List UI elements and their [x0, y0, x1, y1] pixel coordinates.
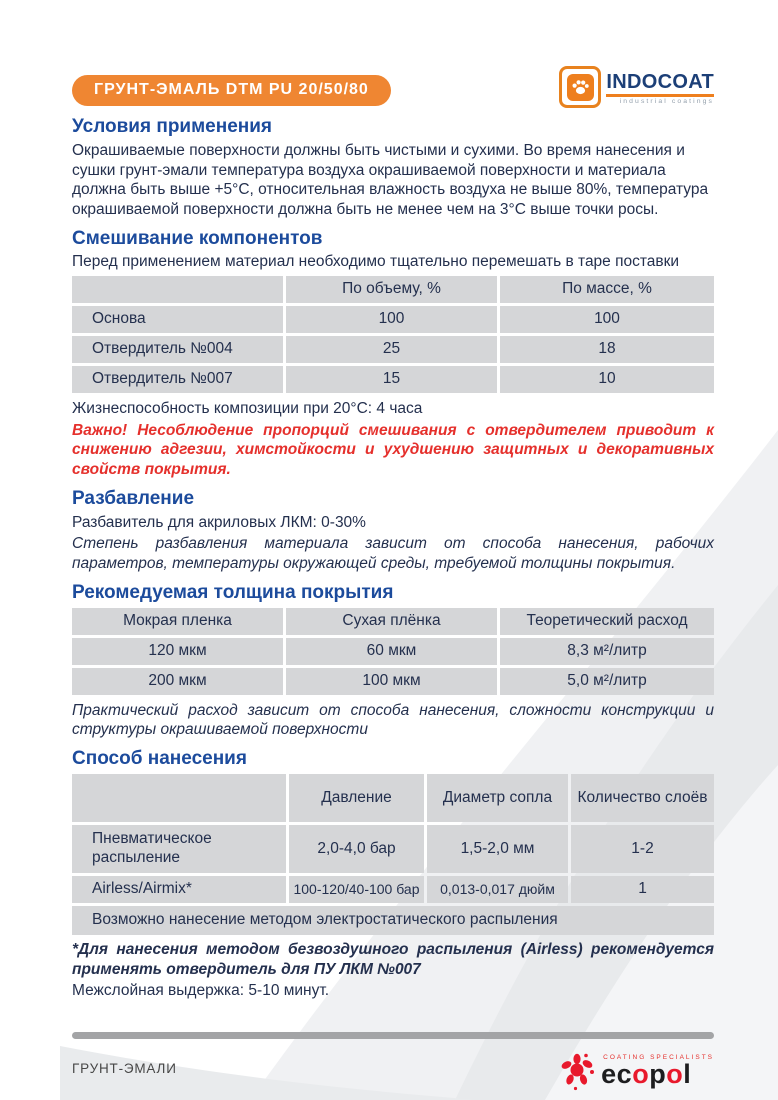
table-cell: 100 мкм [286, 668, 497, 695]
table-header-cell: Диаметр сопла [427, 774, 568, 822]
table-cell: 0,013-0,017 дюйм [427, 876, 568, 903]
table-header-cell [72, 774, 286, 822]
dilution-ratio-text: Разбавитель для акриловых ЛКМ: 0-30% [72, 513, 366, 531]
footer-divider [72, 1032, 714, 1039]
table-cell: 100 [500, 306, 714, 333]
indocoat-tagline: industrial coatings [619, 97, 714, 105]
table-header-cell: Количество слоёв [571, 774, 714, 822]
ecopol-wordmark [601, 1051, 714, 1088]
ecopol-letters: ec [601, 1058, 633, 1089]
pot-life-text: Жизнеспособность композиции при 20°С: 4 часа [72, 400, 423, 418]
mixing-intro-text: Перед применением материал необходимо тщательно перемешать в таре поставки [72, 253, 680, 271]
section-heading-thickness: Рекомедуемая толщина покрытия [72, 581, 394, 603]
product-title-badge: ГРУНТ-ЭМАЛЬ DTM PU 20/50/80 [72, 75, 391, 106]
table-cell: 2,0-4,0 бар [289, 825, 424, 873]
table-cell: 5,0 м²/литр [500, 668, 714, 695]
application-table [72, 774, 714, 935]
table-cell: 15 [286, 366, 497, 393]
table-header-cell: Мокрая пленка [72, 608, 283, 635]
paint-splat-icon [559, 1051, 599, 1095]
ecopol-letters: l [683, 1058, 692, 1089]
mixing-table [72, 276, 714, 393]
ecopol-letters: p [649, 1058, 667, 1089]
table-header-cell: Сухая плёнка [286, 608, 497, 635]
table-header-cell: Теоретический расход [500, 608, 714, 635]
ecopol-tagline: COATING SPECIALISTS [603, 1053, 714, 1061]
table-header-cell: По объему, % [286, 276, 497, 303]
table-cell: 100 [286, 306, 497, 333]
ecopol-letter-o: o [666, 1058, 684, 1089]
table-cell: 200 мкм [72, 668, 283, 695]
indocoat-logo [559, 66, 714, 108]
mixing-warning-text: Важно! Несоблюдение пропорций смешивания с отвердителем приводит к снижению адгезии, химстойкости и ухудшению защитных и декоративных свойств покрытия. [72, 421, 714, 479]
interlayer-text: Межслойная выдержка: 5-10 минут. [72, 982, 330, 1000]
page-header [72, 0, 714, 108]
section-heading-dilution: Разбавление [72, 487, 195, 509]
indocoat-rule [606, 94, 714, 97]
thickness-note-text: Практический расход зависит от способа нанесения, сложности конструкции и структуры окрашиваемой поверхности [72, 701, 714, 739]
page-content [72, 0, 714, 1095]
thickness-table [72, 608, 714, 695]
table-cell: 1-2 [571, 825, 714, 873]
table-cell: 18 [500, 336, 714, 363]
table-cell: Пневматическое распыление [72, 825, 286, 873]
conditions-text: Окрашиваемые поверхности должны быть чистыми и сухими. Во время нанесения и сушки грунт-эмали температура воздуха окрашиваемой поверхности и материала должна быть выше +5°С, относительная влажность воздуха не выше 80%, температура окрашиваемой поверхности должна быть не менее чем на 3°С выше точки росы. [72, 141, 709, 218]
ecopol-logo [559, 1051, 714, 1095]
table-cell: Отвердитель №007 [72, 366, 283, 393]
section-heading-mixing: Смешивание компонентов [72, 227, 323, 249]
ecopol-brand-text [601, 1058, 714, 1089]
table-header-cell: Давление [289, 774, 424, 822]
footer-category-label: ГРУНТ-ЭМАЛИ [72, 1060, 177, 1076]
table-cell: Основа [72, 306, 283, 333]
paw-print-icon-inner [567, 74, 594, 101]
paw-print-icon [559, 66, 601, 108]
table-cell: 1,5-2,0 мм [427, 825, 568, 873]
table-cell: 60 мкм [286, 638, 497, 665]
table-cell: 10 [500, 366, 714, 393]
table-cell: Отвердитель №004 [72, 336, 283, 363]
airless-footnote-text: *Для нанесения методом безвоздушного распыления (Airless) рекомендуется применять отвердитель для ПУ ЛКМ №007 [72, 940, 714, 978]
table-cell: 120 мкм [72, 638, 283, 665]
table-footer-cell: Возможно нанесение методом электростатического распыления [72, 906, 714, 935]
table-cell: 100-120/40-100 бар [289, 876, 424, 903]
table-cell: Airless/Airmix* [72, 876, 286, 903]
table-cell: 8,3 м²/литр [500, 638, 714, 665]
section-heading-application: Способ нанесения [72, 747, 247, 769]
indocoat-wordmark [606, 66, 714, 105]
page-footer [72, 1051, 714, 1095]
indocoat-brand-text: INDOCOAT [606, 71, 714, 93]
table-header-cell [72, 276, 283, 303]
dilution-note-text: Степень разбавления материала зависит от способа нанесения, рабочих параметров, температуры окружающей среды, требуемой толщины покрытия. [72, 535, 714, 573]
table-header-cell: По массе, % [500, 276, 714, 303]
ecopol-letter-o: o [632, 1058, 650, 1089]
section-heading-conditions: Условия применения [72, 116, 273, 137]
table-cell: 1 [571, 876, 714, 903]
table-cell: 25 [286, 336, 497, 363]
